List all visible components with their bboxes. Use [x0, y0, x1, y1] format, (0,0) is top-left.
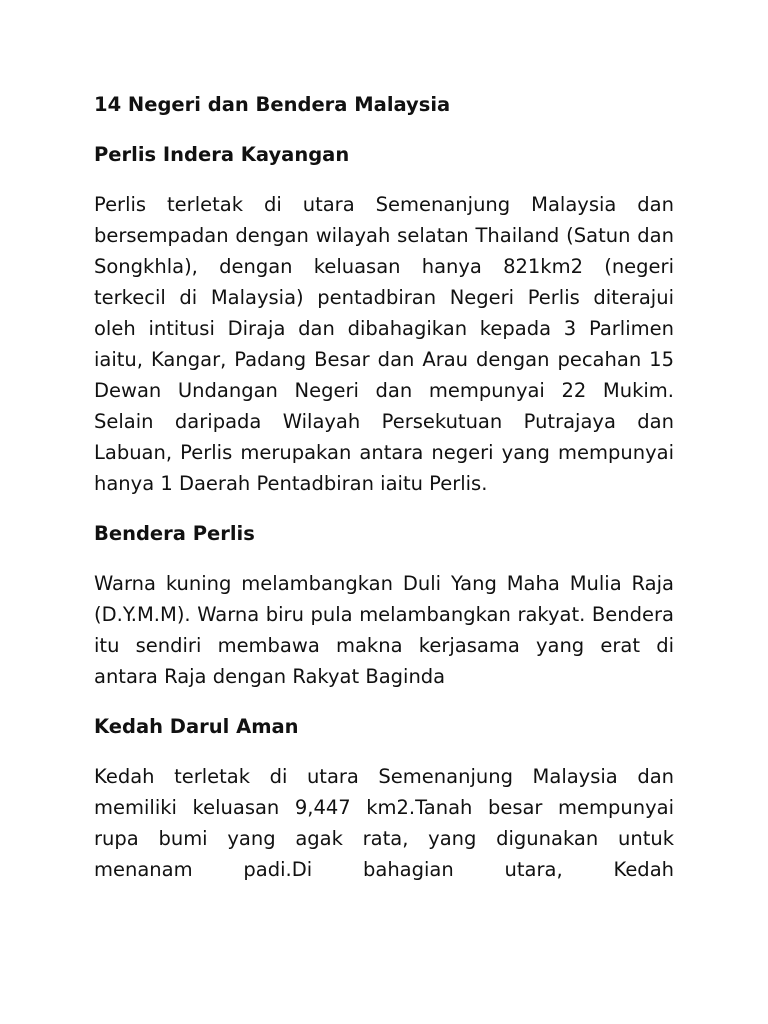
section-heading-kedah: Kedah Darul Aman	[94, 715, 299, 738]
section-heading-bendera-perlis: Bendera Perlis	[94, 522, 255, 545]
section-heading-perlis: Perlis Indera Kayangan	[94, 143, 350, 166]
section-paragraph-bendera-perlis: Warna kuning melambangkan Duli Yang Maha Mulia Raja (D.Y.M.M). Warna biru pula melambangkan rakyat. Bendera itu sendiri membawa makna kerjasama yang erat di antara Raja dengan Rakyat Baginda	[94, 572, 674, 688]
document-content	[94, 89, 674, 904]
document-title: 14 Negeri dan Bendera Malaysia	[94, 93, 451, 116]
section-paragraph-kedah: Kedah terletak di utara Semenanjung Malaysia dan memiliki keluasan 9,447 km2.Tanah besar mempunyai rupa bumi yang agak rata, yang digunakan untuk menanam padi.Di bahagian utara, Kedah	[94, 765, 674, 881]
section-paragraph-perlis: Perlis terletak di utara Semenanjung Malaysia dan bersempadan dengan wilayah selatan Thailand (Satun dan Songkhla), dengan keluasan hanya 821km2 (negeri terkecil di Malaysia) pentadbiran Negeri Perlis diterajui oleh intitusi Diraja dan dibahagikan kepada 3 Parlimen iaitu, Kangar, Padang Besar dan Arau dengan pecahan 15 Dewan Undangan Negeri dan mempunyai 22 Mukim. Selain daripada Wilayah Persekutuan Putrajaya dan Labuan, Perlis merupakan antara negeri yang mempunyai hanya 1 Daerah Pentadbiran iaitu Perlis.	[94, 193, 674, 495]
